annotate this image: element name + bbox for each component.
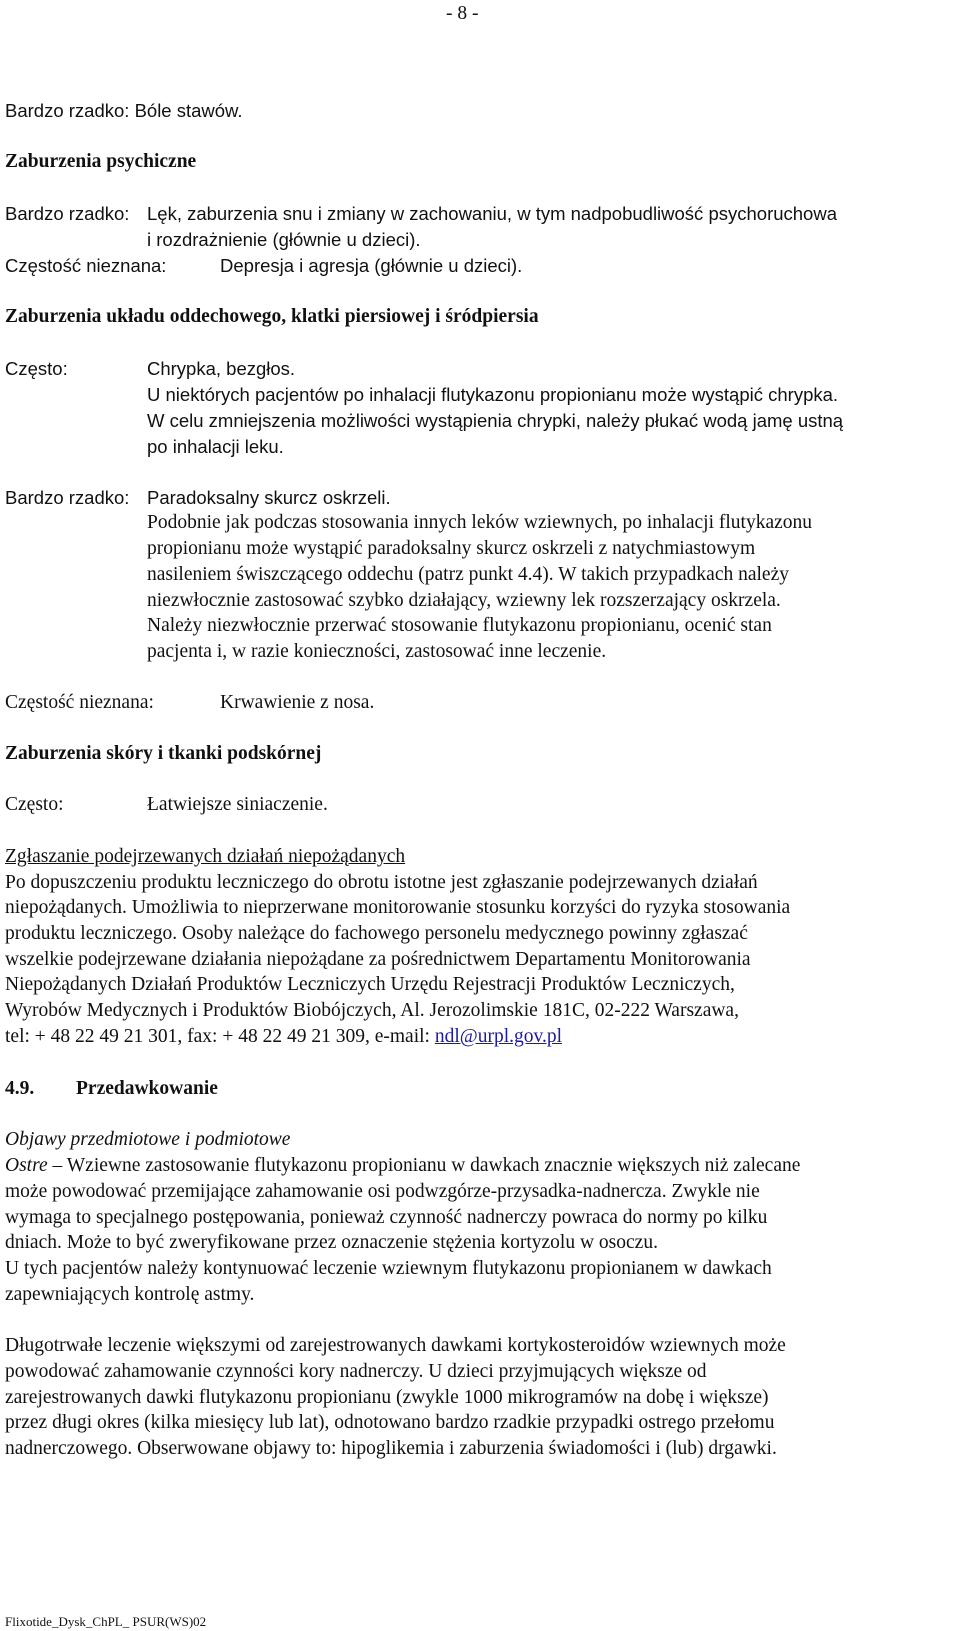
document-footer: Flixotide_Dysk_ChPL_ PSUR(WS)02 [5, 1614, 207, 1629]
resp-common-line: W celu zmniejszenia możliwości wystąpienia chrypki, należy płukać wodą jamę ustną [147, 410, 844, 431]
overdose-acute-line: dniach. Może to być zweryfikowane przez oznaczenie stężenia kortyzolu w osoczu. [5, 1232, 658, 1253]
resp-very-rare-line: propionianu może wystąpić paradoksalny skurcz oskrzeli z natychmiastowym [147, 538, 756, 559]
resp-very-rare-line: nasileniem świszczącego oddechu (patrz punkt 4.4). W takich przypadkach należy [147, 564, 789, 585]
frequency-label-unknown: Częstość nieznana: [5, 692, 154, 713]
resp-common-line: U niektórych pacjentów po inhalacji flutykazonu propionianu może wystąpić chrypka. [147, 384, 839, 405]
frequency-label-very-rare: Bardzo rzadko: [5, 487, 130, 508]
section-heading-respiratory: Zaburzenia układu oddechowego, klatki piersiowej i śródpiersia [5, 306, 539, 327]
reporting-line: Po dopuszczeniu produktu leczniczego do obrotu istotne jest zgłaszanie podejrzewanych działań [5, 872, 758, 893]
reporting-line: wszelkie podejrzewane działania niepożądane za pośrednictwem Departamentu Monitorowania [5, 949, 751, 970]
reporting-line: Wyrobów Medycznych i Produktów Biobójczych, Al. Jerozolimskie 181C, 02-222 Warszawa, [5, 1000, 739, 1021]
skin-common-text: Łatwiejsze siniaczenie. [147, 794, 328, 815]
overdose-acute-first-line [5, 1154, 800, 1178]
resp-very-rare-line: Podobnie jak podczas stosowania innych leków wziewnych, po inhalacji flutykazonu [147, 512, 812, 533]
reporting-line: Niepożądanych Działań Produktów Leczniczych Urzędu Rejestracji Produktów Leczniczych, [5, 974, 735, 995]
psych-very-rare-text-2: i rozdrażnienie (głównie u dzieci). [147, 229, 421, 250]
overdose-acute-line: wymaga to specjalnego postępowania, ponieważ czynność nadnerczy powraca do normy po kilku [5, 1207, 768, 1228]
overdose-chronic-line: zarejestrowanych dawki flutykazonu propionianu (zwykle 1000 mikrogramów na dobę i większe) [5, 1387, 769, 1408]
resp-very-rare-line: pacjenta i, w razie konieczności, zastosować inne leczenie. [147, 641, 607, 662]
reporting-line: niepożądanych. Umożliwia to nieprzerwane monitorowanie stosunku korzyści do ryzyka stosowania [5, 897, 791, 918]
resp-unknown-text: Krwawienie z nosa. [220, 692, 375, 713]
resp-common-line: Chrypka, bezgłos. [147, 358, 296, 379]
overdose-chronic-line: Długotrwałe leczenie większymi od zarejestrowanych dawkami kortykosteroidów wziewnych może [5, 1335, 786, 1356]
frequency-label-very-rare: Bardzo rzadko: [5, 203, 130, 224]
frequency-label-common: Często: [5, 358, 68, 379]
overdose-chronic-line: nadnerczowego. Obserwowane objawy to: hipoglikemia i zaburzenia świadomości i (lub) drgawki. [5, 1438, 777, 1459]
resp-very-rare-line: niezwłocznie zastosować szybko działający, wziewny lek rozszerzający oskrzela. [147, 590, 781, 611]
resp-very-rare-line: Paradoksalny skurcz oskrzeli. [147, 487, 391, 508]
overdose-chronic-line: powodować zahamowanie czynności kory nadnerczy. U dzieci przyjmujących większe od [5, 1361, 707, 1382]
section-number: 4.9. [5, 1078, 35, 1099]
overdose-acute-line: może powodować przemijające zahamowanie osi podwzgórze-przysadka-nadnercza. Zwykle nie [5, 1181, 760, 1202]
psych-unknown-text: Depresja i agresja (głównie u dzieci). [220, 255, 523, 276]
reporting-heading: Zgłaszanie podejrzewanych działań niepożądanych [5, 846, 406, 867]
page-number: - 8 - [446, 3, 479, 24]
section-heading-skin: Zaburzenia skóry i tkanki podskórnej [5, 743, 322, 764]
musculo-line: Bardzo rzadko: Bóle stawów. [5, 100, 243, 121]
reporting-contact-line [5, 1025, 562, 1049]
reporting-contact-text: tel: + 48 22 49 21 301, fax: + 48 22 49 21 309, e-mail: [5, 1026, 435, 1047]
psych-very-rare-text-1: Lęk, zaburzenia snu i zmiany w zachowaniu, w tym nadpobudliwość psychoruchowa [147, 203, 837, 224]
section-heading-psych: Zaburzenia psychiczne [5, 151, 197, 172]
reporting-line: produktu leczniczego. Osoby należące do fachowego personelu medycznego powinny zgłaszać [5, 923, 748, 944]
resp-very-rare-line: Należy niezwłocznie przerwać stosowanie flutykazonu propionianu, ocenić stan [147, 615, 772, 636]
email-link[interactable]: ndl@urpl.gov.pl [434, 1026, 563, 1047]
overdose-acute-line: U tych pacjentów należy kontynuować leczenie wziewnym flutykazonu propionianem w dawkach [5, 1258, 772, 1279]
acute-first-text: Wziewne zastosowanie flutykazonu propionianu w dawkach znacznie większych niż zalecane [66, 1155, 801, 1176]
overdose-subheading: Objawy przedmiotowe i podmiotowe [5, 1129, 291, 1150]
resp-common-line: po inhalacji leku. [147, 436, 284, 457]
frequency-label-common: Często: [5, 794, 64, 815]
section-title: Przedawkowanie [76, 1078, 218, 1099]
acute-label: Ostre – [5, 1155, 63, 1176]
frequency-label-unknown: Częstość nieznana: [5, 255, 167, 276]
overdose-acute-line: zapewniających kontrolę astmy. [5, 1284, 255, 1305]
overdose-chronic-line: przez długi okres (kilka miesięcy lub lat), odnotowano bardzo rzadkie przypadki ostrego przełomu [5, 1412, 775, 1433]
